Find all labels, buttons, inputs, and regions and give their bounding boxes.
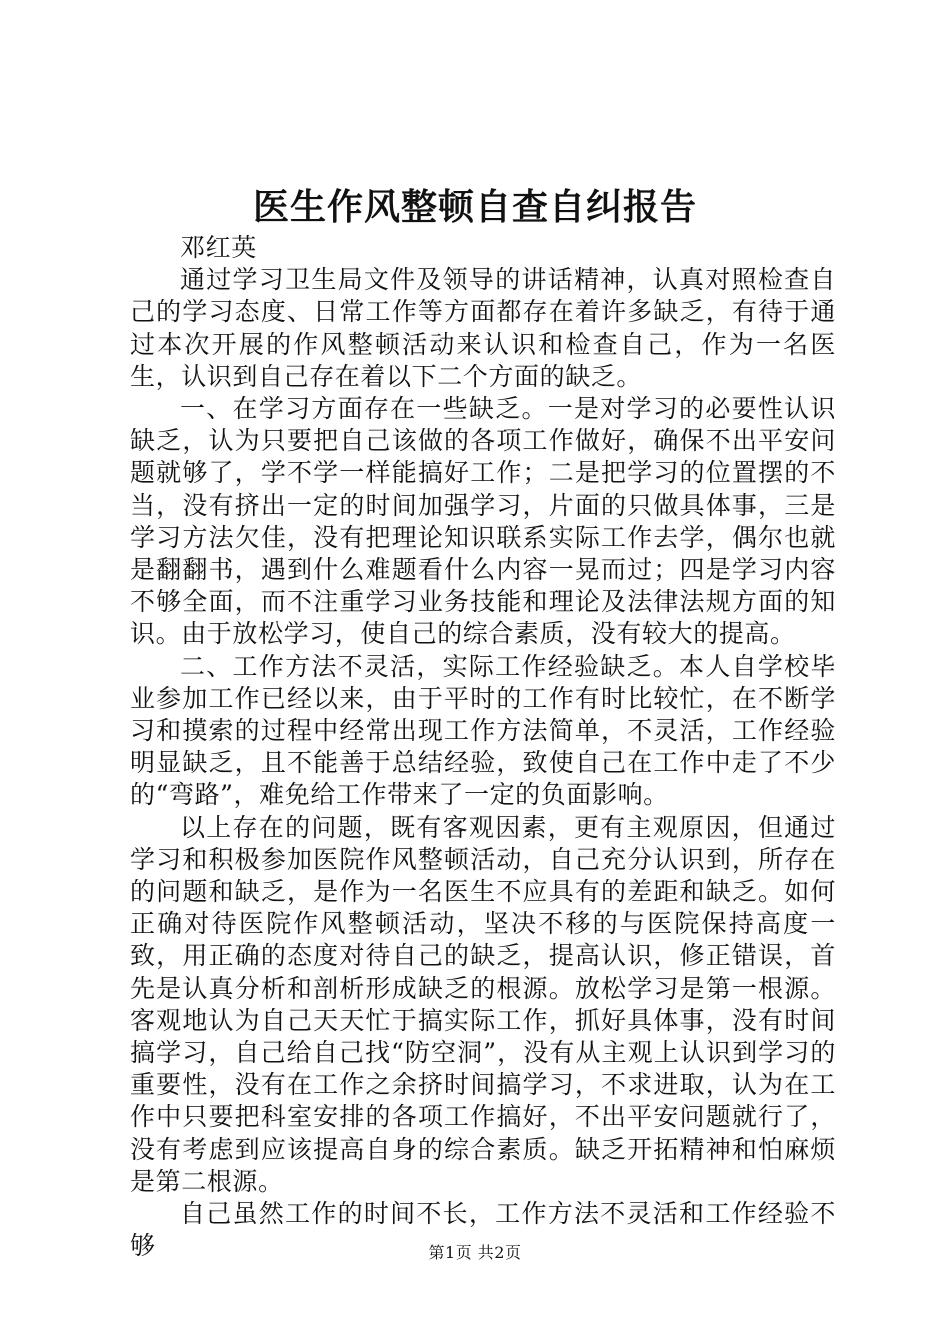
document-title: 医生作风整顿自查自纠报告 — [252, 186, 697, 228]
paragraph-work-methods: 二、工作方法不灵活，实际工作经验缺乏。本人自学校毕业参加工作已经以来，由于平时的工作有时比较忙，在不断学习和摸索的过程中经常出现工作方法简单，不灵活，工作经验明显缺乏，且不能善于总结经验，致使自己在工作中走了不少的“弯路”，难免给工作带来了一定的负面影响。 — [130, 651, 836, 810]
paragraph-study-shortcomings: 一、在学习方面存在一些缺乏。一是对学习的必要性认识缺乏，认为只要把自己该做的各项工作做好，确保不出平安问题就够了，学不学一样能搞好工作；二是把学习的位置摆的不当，没有挤出一定的时间加强学习，片面的只做具体事，三是学习方法欠佳，没有把理论知识联系实际工作去学，偶尔也就是翻翻书，遇到什么难题看什么内容一晃而过；四是学习内容不够全面，而不注重学习业务技能和理论及法律法规方面的知识。由于放松学习，使自己的综合素质，没有较大的提高。 — [130, 394, 836, 649]
paragraph-root-causes: 以上存在的问题，既有客观因素，更有主观原因，但通过学习和积极参加医院作风整顿活动，自己充分认识到，所存在的问题和缺乏，是作为一名医生不应具有的差距和缺乏。如何正确对待医院作风整顿活动，坚决不移的与医院保持高度一致，用正确的态度对待自己的缺乏，提高认识，修正错误，首先是认真分析和剖析形成缺乏的根源。放松学习是第一根源。客观地认为自己天天忙于搞实际工作，抓好具体事，没有时间搞学习，自己给自己找“防空洞”，没有从主观上认识到学习的重要性，没有在工作之余挤时间搞学习，不求进取，认为在工作中只要把科室安排的各项工作搞好，不出平安问题就行了，没有考虑到应该提高自身的综合素质。缺乏开拓精神和怕麻烦是第二根源。 — [130, 812, 836, 1196]
paragraph-continued: 自己虽然工作的时间不长，工作方法不灵活和工作经验不够 — [130, 1199, 836, 1261]
paragraph-intro: 通过学习卫生局文件及领导的讲话精神，认真对照检查自己的学习态度、日常工作等方面都存在着许多缺乏，有待于通过本次开展的作风整顿活动来认识和检查自己，作为一名医生，认识到自己存在着以下二个方面的缺乏。 — [130, 265, 836, 391]
page-footer: 第1页 共2页 — [428, 1243, 522, 1262]
document-body — [130, 232, 836, 1263]
author-name: 邓红英 — [180, 233, 257, 262]
